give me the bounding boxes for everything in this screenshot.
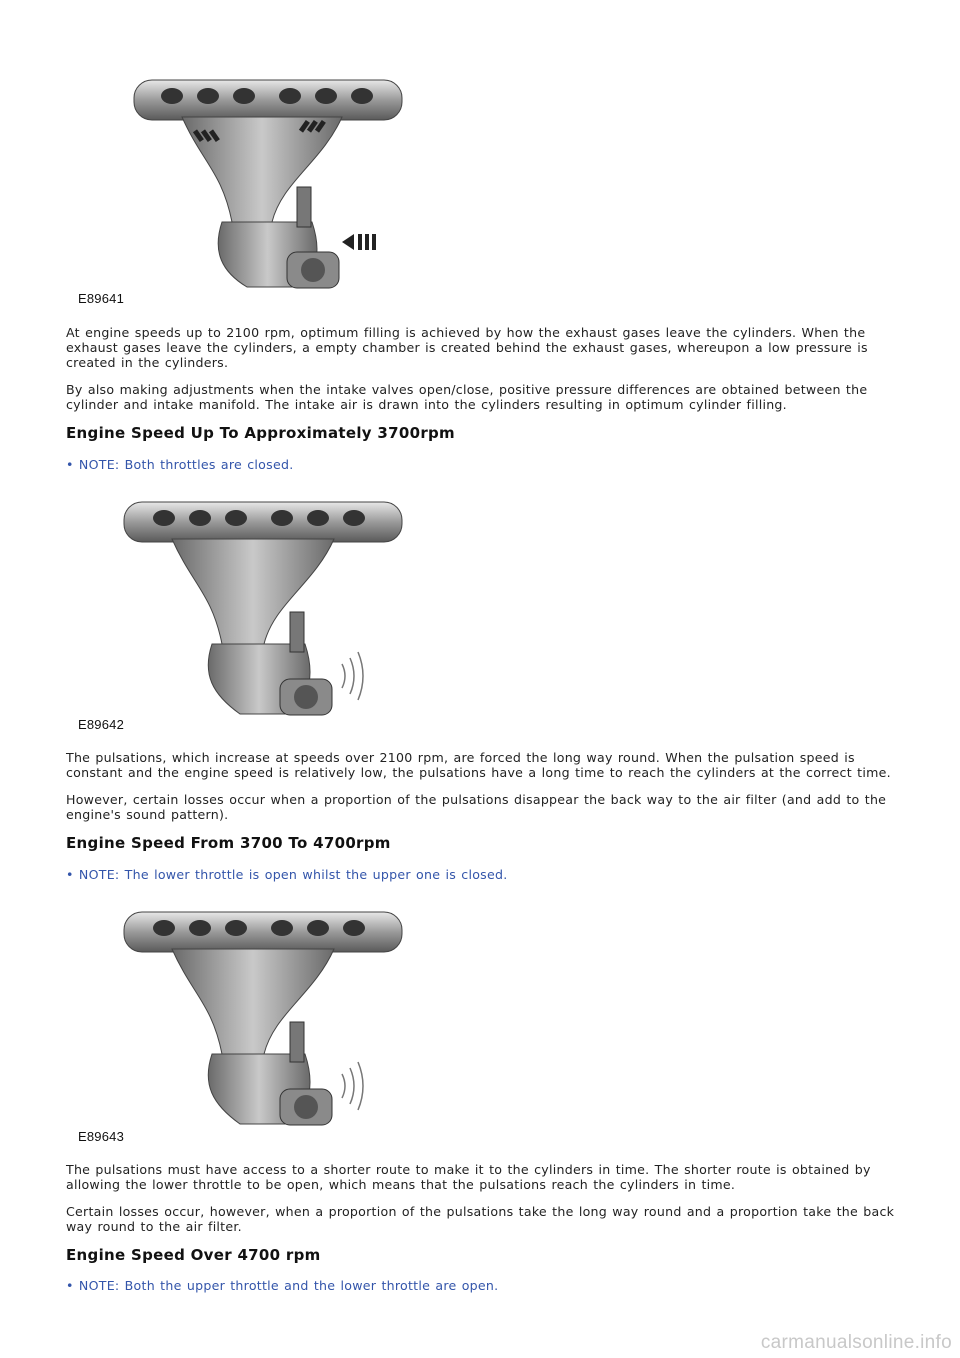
figure-label: E89641 bbox=[78, 291, 125, 306]
paragraph: At engine speeds up to 2100 rpm, optimum filling is achieved by how the exhaust gases leave the cylinders. When the exhaust gases leave the cylinders, a empty chamber is created behind the exhaust gases, whereupon a low pressure is created in the cylinders. bbox=[66, 325, 868, 370]
section-heading: Engine Speed From 3700 To 4700rpm bbox=[66, 834, 391, 852]
note-text: • NOTE: Both the upper throttle and the lower throttle are open. bbox=[66, 1278, 499, 1293]
paragraph: The pulsations must have access to a shorter route to make it to the cylinders in time. The shorter route is obtained by allowing the lower throttle to be open, which means that the pulsations reach the cylinders in time. bbox=[66, 1162, 871, 1192]
figure-intake-manifold-2 bbox=[72, 494, 452, 732]
figure-intake-manifold-3 bbox=[72, 904, 452, 1144]
figure-intake-manifold-1 bbox=[72, 72, 452, 306]
paragraph: However, certain losses occur when a proportion of the pulsations disappear the back way to the air filter (and add to the engine's sound pattern). bbox=[66, 792, 887, 822]
note-text: • NOTE: Both throttles are closed. bbox=[66, 457, 294, 472]
paragraph: The pulsations, which increase at speeds over 2100 rpm, are forced the long way round. When the pulsation speed is constant and the engine speed is relatively low, the pulsations have a long time to reach the cylinders at the correct time. bbox=[66, 750, 891, 780]
paragraph: By also making adjustments when the intake valves open/close, positive pressure differences are obtained between the cylinder and intake manifold. The intake air is drawn into the cylinders resulting in optimum cylinder filling. bbox=[66, 382, 868, 412]
intake-manifold-illustration bbox=[72, 494, 452, 732]
section-heading: Engine Speed Over 4700 rpm bbox=[66, 1246, 321, 1264]
section-heading: Engine Speed Up To Approximately 3700rpm bbox=[66, 424, 455, 442]
figure-label: E89643 bbox=[78, 1129, 125, 1144]
paragraph: Certain losses occur, however, when a proportion of the pulsations take the long way round and a proportion take the back way round to the air filter. bbox=[66, 1204, 895, 1234]
figure-label: E89642 bbox=[78, 717, 125, 732]
watermark-text: carmanualsonline.info bbox=[760, 1332, 952, 1353]
intake-manifold-illustration bbox=[72, 72, 452, 306]
intake-manifold-illustration bbox=[72, 904, 452, 1144]
note-text: • NOTE: The lower throttle is open whilst the upper one is closed. bbox=[66, 867, 508, 882]
